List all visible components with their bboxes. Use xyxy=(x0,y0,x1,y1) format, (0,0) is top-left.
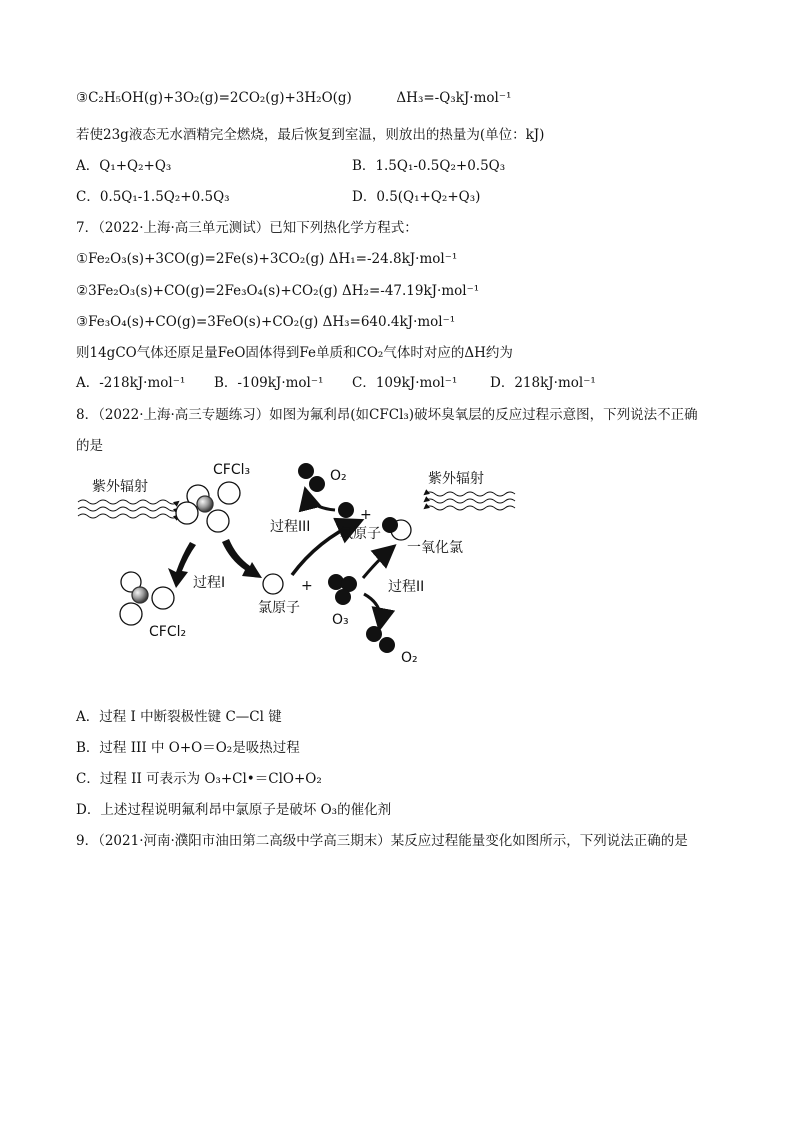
cfcl3-text: CFCl₃ xyxy=(213,462,251,478)
q6-eq3-dh: ΔH₃=-Q₃kJ·mol⁻¹ xyxy=(396,90,512,106)
cl-atom-circle xyxy=(263,574,283,594)
cfcl2-label: CFCl₂ xyxy=(149,624,187,640)
process2-label: 过程II xyxy=(388,579,425,595)
o-atom-label: 氧原子 xyxy=(339,526,381,542)
q7-option-c: C．109kJ·mol⁻¹ xyxy=(352,375,458,391)
uv-right-label: 紫外辐射 xyxy=(428,471,484,487)
o2-top-label: O₂ xyxy=(330,468,347,484)
cfcl2-molecule xyxy=(120,572,174,625)
q6-option-b: B．1.5Q₁-0.5Q₂+0.5Q₃ xyxy=(352,158,506,174)
uv-left-label: 紫外辐射 xyxy=(92,479,148,495)
q7-equation-3: ③Fe₃O₄(s)+CO(g)=3FeO(s)+CO₂(g) ΔH₃=640.4kJ·mol⁻¹ xyxy=(76,314,456,330)
o2-bottom-molecule xyxy=(366,626,395,653)
q6-stem: 若使23g液态无水酒精完全燃烧，最后恢复到室温，则放出的热量为(单位：kJ) xyxy=(76,127,545,143)
q8-header-line2: 的是 xyxy=(76,438,103,454)
q7-equation-1: ①Fe₂O₃(s)+3CO(g)=2Fe(s)+3CO₂(g) ΔH₁=-24.8kJ·mol⁻¹ xyxy=(76,251,458,267)
q7-option-a: A．-218kJ·mol⁻¹ xyxy=(76,375,186,391)
o3-label: O₃ xyxy=(332,612,349,628)
q7-header: 7．（2022·上海·高三单元测试）已知下列热化学方程式： xyxy=(76,220,418,236)
process1-label: 过程I xyxy=(193,575,226,591)
process2-arrow-up xyxy=(363,548,392,578)
q6-option-a: A．Q₁+Q₂+Q₃ xyxy=(76,158,172,174)
process3-label: 过程III xyxy=(270,519,311,535)
q7-option-d: D．218kJ·mol⁻¹ xyxy=(490,375,596,391)
q8-option-a: A．过程 I 中断裂极性键 C—Cl 键 xyxy=(76,709,282,725)
plus-sign-1: + xyxy=(301,578,313,594)
q8-header-line1: 8．（2022·上海·高三专题练习）如图为氟利昂(如CFCl₃)破坏臭氧层的反应过程示意图，下列说法不正确 xyxy=(76,407,698,423)
q6-option-c: C．0.5Q₁-1.5Q₂+0.5Q₃ xyxy=(76,189,230,205)
o-atom-circle xyxy=(338,502,354,518)
o2-bottom-label: O₂ xyxy=(401,650,418,666)
q8-option-d: D．上述过程说明氟利昂中氯原子是破坏 O₃的催化剂 xyxy=(76,802,392,818)
cfcl3-label xyxy=(213,462,250,478)
uv-right-waves xyxy=(425,492,515,510)
cfcl3-molecule xyxy=(176,482,240,532)
o3-molecule xyxy=(328,574,357,605)
q8-option-b: B．过程 III 中 O+O＝O₂是吸热过程 xyxy=(76,740,300,756)
clo-molecule xyxy=(382,517,411,540)
q7-stem: 则14gCO气体还原足量FeO固体得到Fe单质和CO₂气体时对应的ΔH约为 xyxy=(76,345,513,361)
q7-option-b: B．-109kJ·mol⁻¹ xyxy=(214,375,324,391)
o2-top-molecule xyxy=(298,463,325,492)
uv-left-waves xyxy=(78,500,178,518)
q8-option-c: C．过程 II 可表示为 O₃+Cl•＝ClO+O₂ xyxy=(76,771,322,787)
q6-option-d: D．0.5(Q₁+Q₂+Q₃) xyxy=(352,189,481,205)
q7-equation-2: ②3Fe₂O₃(s)+CO(g)=2Fe₃O₄(s)+CO₂(g) ΔH₂=-47.19kJ·mol⁻¹ xyxy=(76,283,480,299)
o2-top-arrow xyxy=(306,492,335,510)
clo-label: 一氧化氯 xyxy=(407,540,463,556)
q6-eq3-text: ③C₂H₅OH(g)+3O₂(g)=2CO₂(g)+3H₂O(g) xyxy=(76,90,352,106)
process2-arrow-down xyxy=(364,594,381,626)
cl-atom-label: 氯原子 xyxy=(258,600,300,616)
plus-sign-2: + xyxy=(360,507,372,523)
q9-header: 9．（2021·河南·濮阳市油田第二高级中学高三期末）某反应过程能量变化如图所示，下列说法正确的是 xyxy=(76,833,688,849)
